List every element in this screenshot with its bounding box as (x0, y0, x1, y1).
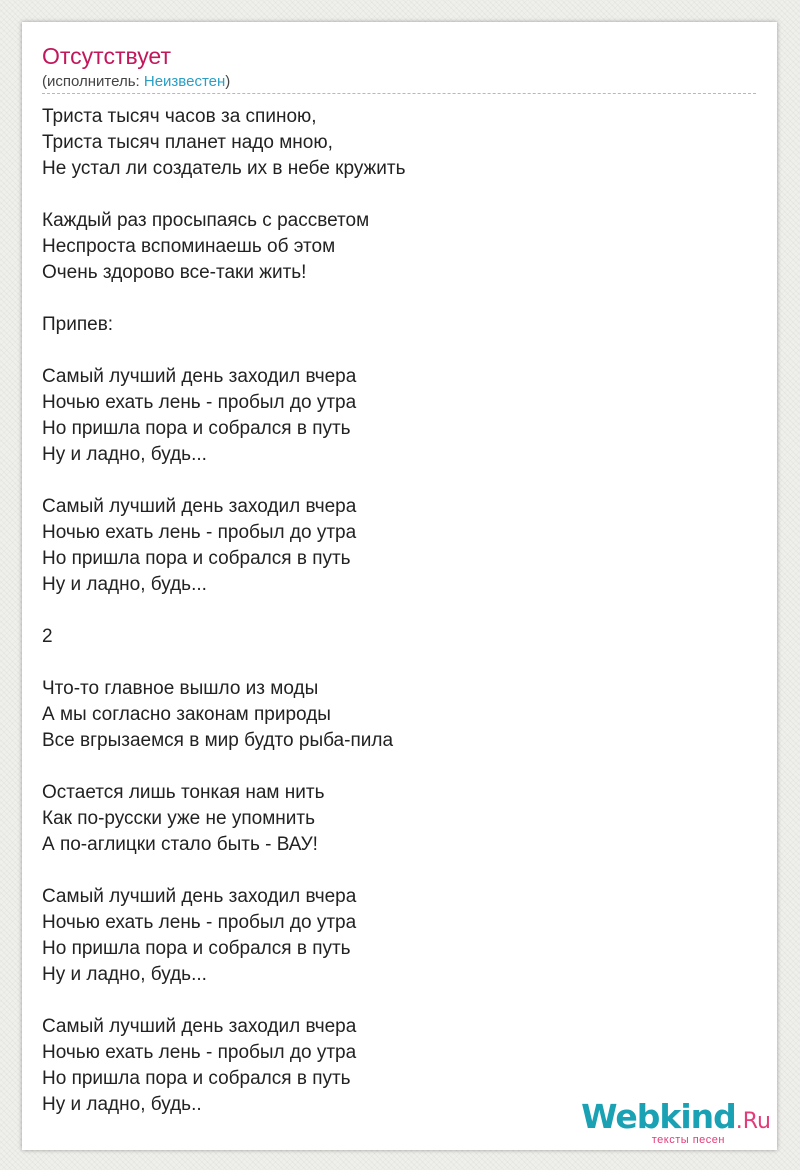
logo-tagline: тексты песен (651, 1134, 725, 1146)
logo-main-text: Webkind (581, 1097, 736, 1136)
artist-suffix: ) (225, 73, 231, 90)
artist-prefix: (исполнитель: (42, 73, 144, 90)
artist-line (42, 72, 756, 94)
song-title: Отсутствует (42, 43, 171, 69)
artist-link[interactable]: Неизвестен (143, 73, 226, 90)
lyrics-text: Триста тысяч часов за спиною, Триста тысяч планет надо мною, Не устал ли создатель их в небе кружить Каждый раз просыпаясь с рассветом Неспроста вспоминаешь об этом Очень здорово все-таки жить! Припев: Самый лучший день заходил вчера Ночью ехать лень - пробыл до утра Но пришла пора и собрался в путь Ну и ладно, будь... Самый лучший день заходил вчера Ночью ехать лень - пробыл до утра Но пришла пора и собрался в путь Ну и ладно, будь... 2 Что-то главное вышло из моды А мы согласно законам природы Все вгрызаемся в мир будто рыба-пила Остается лишь тонкая нам нить Как по-русски уже не упомнить А по-аглицки стало быть - ВАУ! Самый лучший день заходил вчера Ночью ехать лень - пробыл до утра Но пришла пора и собрался в путь Ну и ладно, будь... Самый лучший день заходил вчера Ночью ехать лень - пробыл до утра Но пришла пора и собрался в путь Ну и ладно, будь.. (42, 106, 406, 1115)
site-logo[interactable] (581, 1099, 771, 1146)
lyrics-card (22, 22, 777, 1150)
logo-suffix: .Ru (735, 1109, 771, 1134)
